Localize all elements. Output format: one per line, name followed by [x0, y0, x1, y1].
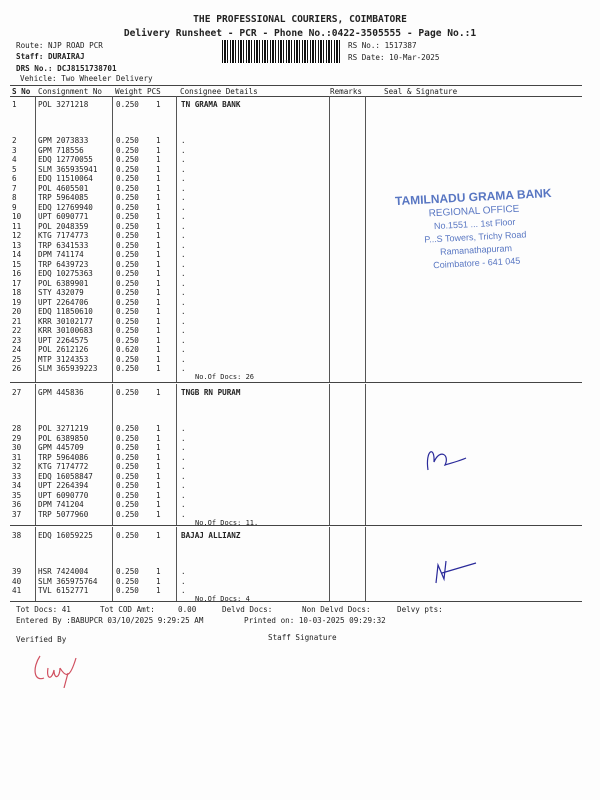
consignment-no: TRP 5964085: [38, 193, 89, 202]
sno: 15: [12, 259, 22, 269]
stamp-line: Ramanathapuram: [439, 243, 513, 257]
sno: 27: [12, 388, 22, 397]
consignment-no: TRP 5964086: [38, 452, 89, 462]
table-row: [0, 155, 600, 164]
consignee-dot: .: [181, 136, 186, 145]
sno: 25: [12, 354, 22, 364]
table-row: [0, 481, 600, 490]
consignee-dot: .: [181, 231, 186, 240]
pcs: 1: [156, 471, 161, 481]
weight: 0.250: [116, 354, 139, 364]
stamp-line: No.1551 ... 1st Floor: [433, 216, 516, 232]
consignment-no: UPT 2264394: [38, 481, 89, 490]
pcs: 1: [156, 316, 161, 326]
consignment-no: TVL 6152771: [38, 586, 89, 595]
weight: 0.250: [116, 269, 139, 278]
consignee-dot: .: [181, 452, 186, 462]
table-row: [0, 317, 600, 326]
table-row: [0, 472, 600, 481]
bank-stamp: [373, 185, 577, 275]
sno: 10: [12, 212, 22, 221]
weight: 0.250: [116, 136, 139, 145]
pcs: 1: [156, 136, 161, 145]
pcs: 1: [156, 100, 161, 109]
weight: 0.250: [116, 307, 139, 316]
consignment-no: EDQ 16058847: [38, 471, 93, 481]
table-row: [0, 288, 600, 297]
delivered-docs: Delvd Docs:: [222, 605, 273, 614]
consignee-dot: .: [181, 576, 186, 586]
vehicle: Vehicle: Two Wheeler Delivery: [20, 74, 153, 83]
docs-count: No.Of Docs: 11.: [195, 518, 259, 527]
consignee-dot: .: [181, 250, 186, 259]
sno: 6: [12, 174, 17, 183]
consignee-dot: .: [181, 509, 186, 519]
weight: 0.250: [116, 567, 139, 576]
sno: 18: [12, 288, 22, 297]
consignment-no: UPT 2264575: [38, 335, 89, 345]
consignee-dot: .: [181, 221, 186, 231]
consignment-no: TRP 5077960: [38, 509, 89, 519]
pcs: 1: [156, 576, 161, 586]
pcs: 1: [156, 259, 161, 269]
weight: 0.250: [116, 155, 139, 164]
sno: 14: [12, 250, 22, 259]
consignee-dot: .: [181, 326, 186, 335]
weight: 0.250: [116, 231, 139, 240]
weight: 0.250: [116, 250, 139, 259]
consignment-no: POL 4605501: [38, 183, 89, 193]
consignee-dot: .: [181, 335, 186, 345]
table-row: [0, 336, 600, 345]
weight: 0.250: [116, 221, 139, 231]
weight: 0.250: [116, 462, 139, 471]
consignee-dot: .: [181, 202, 186, 212]
company-title: THE PROFESSIONAL COURIERS, COIMBATORE: [193, 14, 407, 25]
consignment-no: UPT 6090771: [38, 212, 89, 221]
sno: 21: [12, 316, 22, 326]
consignment-no: MTP 3124353: [38, 354, 89, 364]
sno: 13: [12, 240, 22, 250]
weight: 0.250: [116, 433, 139, 443]
table-row: [0, 100, 600, 109]
pcs: 1: [156, 364, 161, 373]
table-header: [0, 87, 600, 96]
sno: 33: [12, 471, 22, 481]
pcs: 1: [156, 354, 161, 364]
pcs: 1: [156, 240, 161, 250]
weight: 0.250: [116, 240, 139, 250]
consignment-no: POL 6389901: [38, 278, 89, 288]
weight: 0.250: [116, 586, 139, 595]
consignee-dot: .: [181, 288, 186, 297]
consignment-no: EDQ 10275363: [38, 269, 93, 278]
pcs: 1: [156, 500, 161, 509]
consignment-no: EDQ 16059225: [38, 531, 93, 540]
pcs: 1: [156, 231, 161, 240]
table-row: [0, 586, 600, 595]
pcs: 1: [156, 567, 161, 576]
weight: 0.250: [116, 452, 139, 462]
pcs: 1: [156, 202, 161, 212]
pcs: 1: [156, 297, 161, 307]
consignment-no: SLM 365975764: [38, 576, 98, 586]
consignment-no: TRP 6341533: [38, 240, 89, 250]
pcs: 1: [156, 164, 161, 174]
consignment-no: KRR 30102177: [38, 316, 93, 326]
sno: 16: [12, 269, 22, 278]
pcs: 1: [156, 452, 161, 462]
sno: 12: [12, 231, 22, 240]
consignee-name: TNGB RN PURAM: [181, 388, 241, 397]
consignee-dot: .: [181, 212, 186, 221]
weight: 0.250: [116, 202, 139, 212]
group-divider: [10, 382, 582, 383]
pcs: 1: [156, 221, 161, 231]
verified-by: Verified By: [16, 635, 67, 644]
weight: 0.250: [116, 164, 139, 174]
col-seal: Seal & Signature: [384, 87, 458, 96]
table-row: [0, 364, 600, 373]
total-docs: Tot Docs: 41: [16, 605, 71, 614]
sno: 7: [12, 183, 17, 193]
pcs: 1: [156, 388, 161, 397]
consignee-dot: .: [181, 155, 186, 164]
docs-count: No.Of Docs: 26: [195, 373, 255, 381]
consignee-dot: .: [181, 586, 186, 595]
consignment-no: POL 6389850: [38, 433, 89, 443]
sno: 20: [12, 307, 22, 316]
weight: 0.250: [116, 316, 139, 326]
table-row: [0, 269, 600, 278]
table-row: [0, 165, 600, 174]
weight: 0.250: [116, 297, 139, 307]
weight: 0.250: [116, 212, 139, 221]
weight: 0.250: [116, 531, 139, 540]
staff-signature: Staff Signature: [268, 633, 337, 642]
docs-count: No.Of Docs: 4: [195, 595, 250, 603]
consignment-no: KRR 30100683: [38, 326, 93, 335]
consignment-no: STY 432079: [38, 288, 84, 297]
consignment-no: POL 3271218: [38, 100, 89, 109]
consignee-dot: .: [181, 500, 186, 509]
table-row: [0, 279, 600, 288]
sno: 32: [12, 462, 22, 471]
non-delivered-docs: Non Delvd Docs:: [302, 605, 371, 614]
sno: 3: [12, 145, 17, 155]
table-row: [0, 146, 600, 155]
weight: 0.250: [116, 100, 139, 109]
sno: 1: [12, 100, 17, 109]
col-pcs: PCS: [147, 87, 161, 96]
table-row: [0, 531, 600, 540]
pcs: 1: [156, 183, 161, 193]
sno: 2: [12, 136, 17, 145]
stamp-line: REGIONAL OFFICE: [428, 203, 520, 220]
consignee-dot: .: [181, 490, 186, 500]
consignee-dot: .: [181, 269, 186, 278]
consignment-no: GPM 445836: [38, 388, 84, 397]
sno: 31: [12, 452, 22, 462]
consignee-dot: .: [181, 462, 186, 471]
consignment-no: POL 2048359: [38, 221, 89, 231]
rs-number: RS No.: 1517387: [348, 41, 417, 50]
group-divider: [10, 525, 582, 526]
sno: 26: [12, 364, 22, 373]
sno: 23: [12, 335, 22, 345]
consignee-dot: .: [181, 424, 186, 433]
sno: 37: [12, 509, 22, 519]
consignee-dot: .: [181, 433, 186, 443]
consignment-no: KTG 7174773: [38, 231, 89, 240]
pcs: 1: [156, 443, 161, 452]
table-row: [0, 345, 600, 354]
consignee-dot: .: [181, 240, 186, 250]
staff: Staff: DURAIRAJ: [16, 52, 85, 61]
consignee-dot: .: [181, 364, 186, 373]
consignment-no: SLM 365935941: [38, 164, 98, 174]
total-cod-label: Tot COD Amt:: [100, 605, 155, 614]
consignment-no: GPM 445709: [38, 443, 84, 452]
entered-by: Entered By :BABUPCR 03/10/2025 9:29:25 AM: [16, 616, 204, 625]
pcs: 1: [156, 586, 161, 595]
verifier-signature: [30, 648, 80, 688]
col-sno: S No: [12, 87, 31, 96]
pcs: 1: [156, 145, 161, 155]
sno: 36: [12, 500, 22, 509]
consignee-dot: .: [181, 345, 186, 354]
consignment-no: GPM 718556: [38, 145, 84, 155]
table-row: [0, 491, 600, 500]
pcs: 1: [156, 462, 161, 471]
printed-on: Printed on: 10-03-2025 09:29:32: [244, 616, 386, 625]
pcs: 1: [156, 424, 161, 433]
pcs: 1: [156, 490, 161, 500]
consignment-no: DPM 741204: [38, 500, 84, 509]
weight: 0.250: [116, 471, 139, 481]
pcs: 1: [156, 433, 161, 443]
consignee-dot: .: [181, 316, 186, 326]
consignee-dot: .: [181, 354, 186, 364]
weight: 0.250: [116, 259, 139, 269]
consignee-dot: .: [181, 193, 186, 202]
weight: 0.250: [116, 509, 139, 519]
weight: 0.250: [116, 193, 139, 202]
consignee-dot: .: [181, 481, 186, 490]
consignment-no: POL 3271219: [38, 424, 89, 433]
pcs: 1: [156, 278, 161, 288]
consignment-no: EDQ 11850610: [38, 307, 93, 316]
stamp-line: P...S Towers, Trichy Road: [424, 229, 527, 245]
weight: 0.250: [116, 490, 139, 500]
sno: 11: [12, 221, 22, 231]
consignment-no: HSR 7424004: [38, 567, 89, 576]
divider: [10, 85, 582, 86]
consignment-no: EDQ 12769940: [38, 202, 93, 212]
stamp-line: TAMILNADU GRAMA BANK: [394, 185, 552, 209]
consignment-no: EDQ 12770055: [38, 155, 93, 164]
weight: 0.250: [116, 481, 139, 490]
weight: 0.250: [116, 326, 139, 335]
runsheet-subtitle: Delivery Runsheet - PCR - Phone No.:0422-3505555 - Page No.:1: [123, 28, 477, 39]
table-row: [0, 355, 600, 364]
divider: [10, 96, 582, 97]
weight: 0.250: [116, 443, 139, 452]
sno: 22: [12, 326, 22, 335]
weight: 0.250: [116, 424, 139, 433]
consignee-name: TN GRAMA BANK: [181, 100, 241, 109]
pcs: 1: [156, 288, 161, 297]
signature-3: [430, 555, 480, 585]
sno: 35: [12, 490, 22, 500]
sno: 29: [12, 433, 22, 443]
col-consignee: Consignee Details: [180, 87, 258, 96]
delivery-points: Delvy pts:: [397, 605, 443, 614]
weight: 0.620: [116, 345, 139, 354]
consignee-dot: .: [181, 145, 186, 155]
weight: 0.250: [116, 145, 139, 155]
pcs: 1: [156, 345, 161, 354]
sno: 39: [12, 567, 22, 576]
group-divider: [10, 601, 582, 602]
sno: 41: [12, 586, 22, 595]
pcs: 1: [156, 269, 161, 278]
consignee-dot: .: [181, 307, 186, 316]
consignment-no: POL 2612126: [38, 345, 89, 354]
consignment-no: GPM 2073833: [38, 136, 89, 145]
sno: 19: [12, 297, 22, 307]
sno: 9: [12, 202, 17, 212]
consignment-no: TRP 6439723: [38, 259, 89, 269]
consignee-dot: .: [181, 443, 186, 452]
table-row: [0, 462, 600, 471]
sno: 38: [12, 531, 22, 540]
table-row: [0, 443, 600, 452]
drs-number: DRS No.: DCJ8151738701: [16, 64, 117, 73]
route: Route: NJP ROAD PCR: [16, 41, 103, 50]
table-row: [0, 174, 600, 183]
pcs: 1: [156, 335, 161, 345]
consignment-no: UPT 2264706: [38, 297, 89, 307]
table-row: [0, 500, 600, 509]
pcs: 1: [156, 212, 161, 221]
table-row: [0, 388, 600, 397]
pcs: 1: [156, 531, 161, 540]
sno: 28: [12, 424, 22, 433]
weight: 0.250: [116, 288, 139, 297]
weight: 0.250: [116, 364, 139, 373]
col-consignment: Consignment No: [38, 87, 103, 96]
sno: 5: [12, 164, 17, 174]
weight: 0.250: [116, 388, 139, 397]
consignee-dot: .: [181, 174, 186, 183]
table-row: [0, 136, 600, 145]
table-row: [0, 453, 600, 462]
table-row: [0, 298, 600, 307]
weight: 0.250: [116, 335, 139, 345]
pcs: 1: [156, 481, 161, 490]
table-row: [0, 326, 600, 335]
consignment-no: SLM 365939223: [38, 364, 98, 373]
stamp-line: Coimbatore - 641 045: [432, 255, 521, 271]
table-row: [0, 510, 600, 519]
weight: 0.250: [116, 174, 139, 183]
total-cod-value: 0.00: [178, 605, 197, 614]
sno: 24: [12, 345, 22, 354]
consignment-no: DPM 741174: [38, 250, 84, 259]
sno: 30: [12, 443, 22, 452]
consignee-dot: .: [181, 164, 186, 174]
pcs: 1: [156, 509, 161, 519]
pcs: 1: [156, 326, 161, 335]
consignee-dot: .: [181, 567, 186, 576]
consignee-dot: .: [181, 278, 186, 288]
consignment-no: UPT 6090770: [38, 490, 89, 500]
pcs: 1: [156, 193, 161, 202]
signature-2: [420, 440, 470, 480]
consignee-dot: .: [181, 471, 186, 481]
sno: 40: [12, 576, 22, 586]
weight: 0.250: [116, 278, 139, 288]
consignee-dot: .: [181, 183, 186, 193]
weight: 0.250: [116, 183, 139, 193]
table-row: [0, 307, 600, 316]
table-row: [0, 567, 600, 576]
table-row: [0, 424, 600, 433]
pcs: 1: [156, 307, 161, 316]
col-weight: Weight: [115, 87, 143, 96]
sno: 34: [12, 481, 22, 490]
pcs: 1: [156, 155, 161, 164]
consignee-name: BAJAJ ALLIANZ: [181, 531, 241, 540]
rs-date: RS Date: 10-Mar-2025: [348, 53, 440, 62]
sno: 8: [12, 193, 17, 202]
consignment-no: KTG 7174772: [38, 462, 89, 471]
sno: 4: [12, 155, 17, 164]
table-row: [0, 577, 600, 586]
table-row: [0, 434, 600, 443]
pcs: 1: [156, 174, 161, 183]
consignee-dot: .: [181, 297, 186, 307]
barcode: [222, 40, 340, 63]
col-remarks: Remarks: [330, 87, 363, 96]
consignment-no: EDQ 11510064: [38, 174, 93, 183]
weight: 0.250: [116, 500, 139, 509]
sno: 17: [12, 278, 22, 288]
pcs: 1: [156, 250, 161, 259]
weight: 0.250: [116, 576, 139, 586]
consignee-dot: .: [181, 259, 186, 269]
